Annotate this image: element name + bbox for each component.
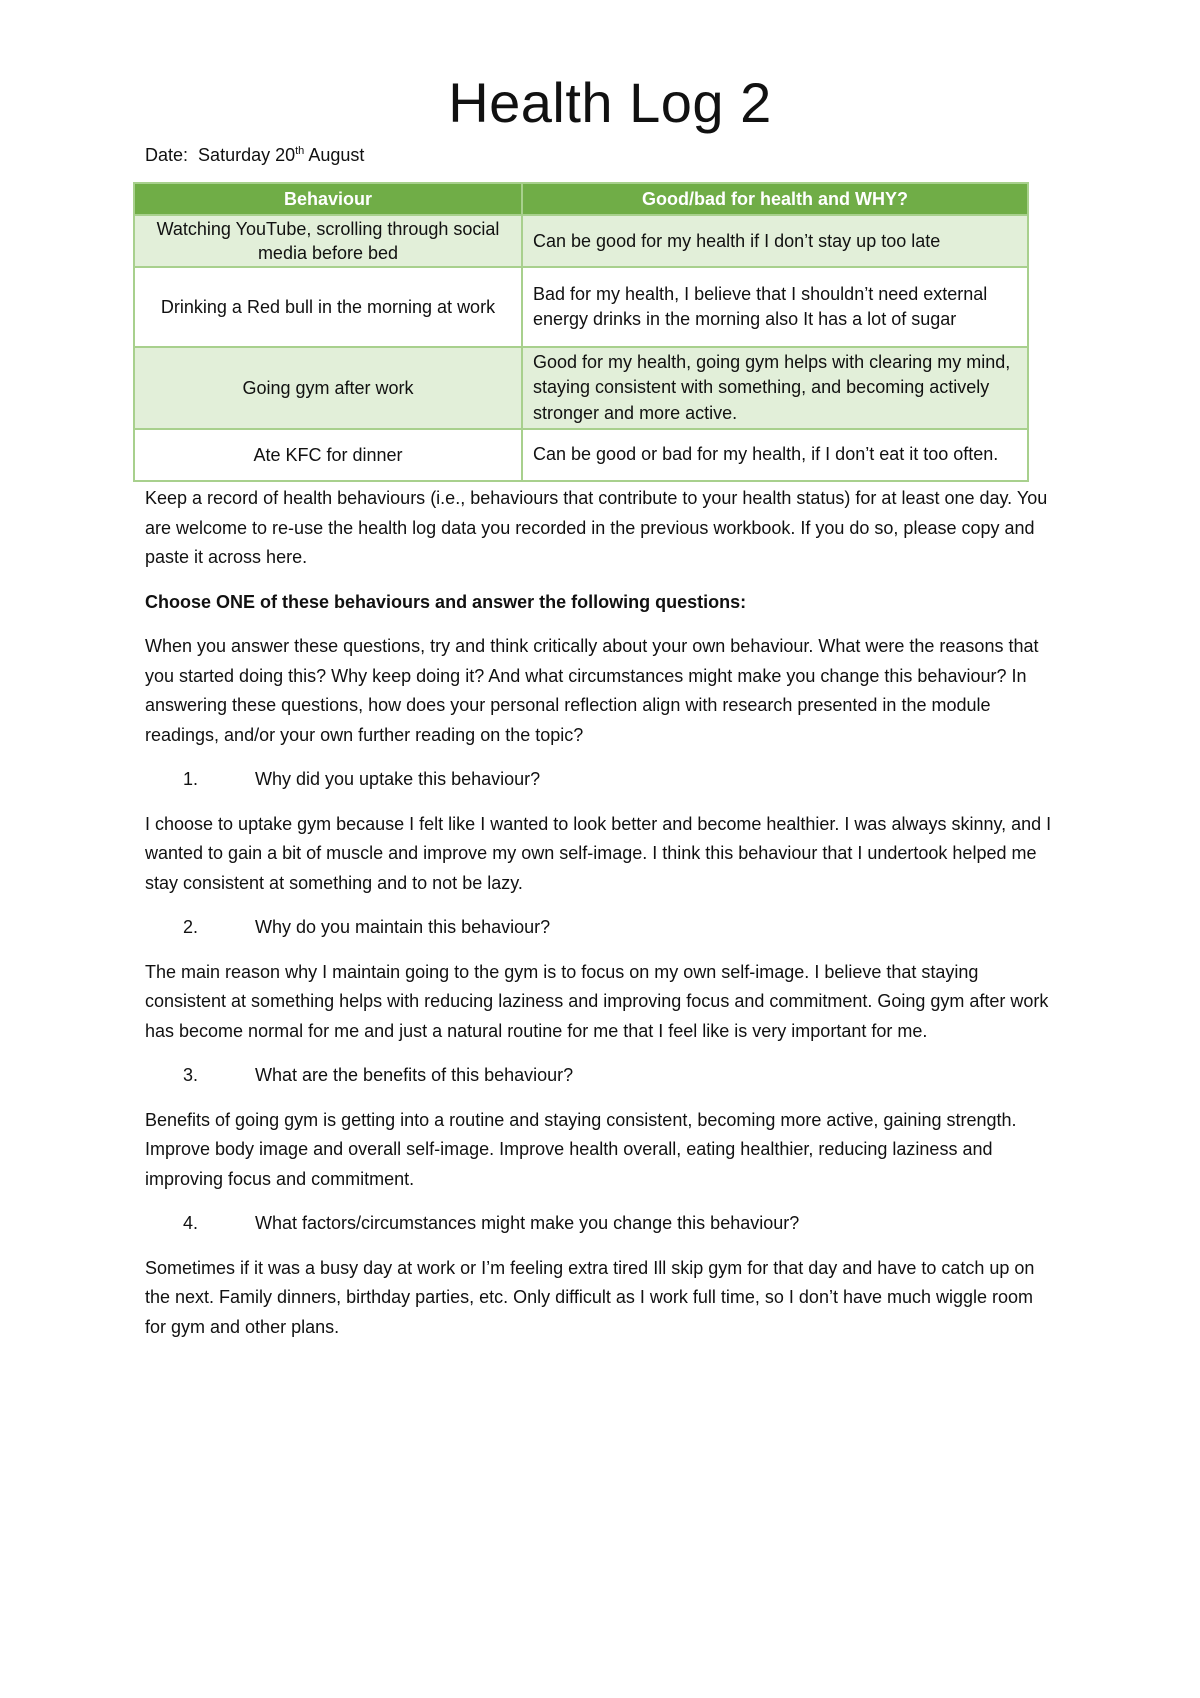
question-number: 2. xyxy=(183,917,199,937)
question-text: What are the benefits of this behaviour? xyxy=(255,1065,574,1085)
answer-4: Sometimes if it was a busy day at work or I’m feeling extra tired Ill skip gym for that day and have to catch up on the next. Family dinners, birthday parties, etc. Only difficult as I work full time, so I don’t have much wiggle room for gym and other plans. xyxy=(145,1257,1035,1337)
behaviour-cell: Drinking a Red bull in the morning at work xyxy=(134,267,522,347)
guidance-paragraph: When you answer these questions, try and think critically about your own behaviour. What were the reasons that you started doing this? Why keep doing it? And what circumstances might make you change this behaviour? In answering these questions, how does your personal reflection align with research presented in the module readings, and/or your own further reading on the topic? xyxy=(145,636,1039,745)
table-row xyxy=(134,267,1028,347)
question-text: Why do you maintain this behaviour? xyxy=(255,917,551,937)
table-row xyxy=(134,429,1028,481)
answer-3: Benefits of going gym is getting into a routine and staying consistent, becoming more active, gaining strength. Improve body image and overall self-image. Improve health overall, eating healthier, reducing laziness and improving focus and commitment. xyxy=(145,1109,1017,1189)
assessment-cell: Can be good for my health if I don’t stay up too late xyxy=(522,215,1028,267)
date-value: Saturday 20 xyxy=(198,145,296,165)
question-text: What factors/circumstances might make you change this behaviour? xyxy=(255,1213,800,1233)
header-behaviour: Behaviour xyxy=(134,183,522,215)
question-3 xyxy=(145,1061,1055,1091)
question-2 xyxy=(145,913,1055,943)
table-header-row xyxy=(134,183,1028,215)
question-4 xyxy=(145,1209,1055,1239)
question-number: 3. xyxy=(183,1065,199,1085)
behaviour-cell: Ate KFC for dinner xyxy=(134,429,522,481)
date-suffix: th xyxy=(295,145,305,157)
header-assessment: Good/bad for health and WHY? xyxy=(522,183,1028,215)
assessment-cell: Can be good or bad for my health, if I don’t eat it too often. xyxy=(522,429,1028,481)
date-month: August xyxy=(308,145,365,165)
table-row xyxy=(134,215,1028,267)
intro-paragraph: Keep a record of health behaviours (i.e., behaviours that contribute to your health status) for at least one day. You are welcome to re-use the health log data you recorded in the previous workbook. If you do so, please copy and paste it across here. xyxy=(145,488,1048,567)
date-label: Date: xyxy=(145,145,189,165)
instruction-paragraph: Choose ONE of these behaviours and answer the following questions: xyxy=(145,591,747,612)
behaviour-cell: Going gym after work xyxy=(134,347,522,429)
table-row xyxy=(134,347,1028,429)
behaviour-cell: Watching YouTube, scrolling through social media before bed xyxy=(134,215,522,267)
question-number: 1. xyxy=(183,769,199,789)
question-number: 4. xyxy=(183,1213,199,1233)
date-line xyxy=(145,145,1055,166)
answer-1: I choose to uptake gym because I felt like I wanted to look better and become healthier. I was always skinny, and I wanted to gain a bit of muscle and improve my own self-image. I think this behaviour that I undertook helped me stay consistent at something and to not be lazy. xyxy=(145,813,1052,893)
question-1 xyxy=(145,765,1055,795)
assessment-cell: Good for my health, going gym helps with clearing my mind, staying consistent with something, and becoming actively stronger and more active. xyxy=(522,347,1028,429)
question-text: Why did you uptake this behaviour? xyxy=(255,769,541,789)
page-title: Health Log 2 xyxy=(448,71,772,134)
health-log-table xyxy=(133,182,1029,482)
assessment-cell: Bad for my health, I believe that I shouldn’t need external energy drinks in the morning also It has a lot of sugar xyxy=(522,267,1028,347)
answer-2: The main reason why I maintain going to the gym is to focus on my own self-image. I believe that staying consistent at something helps with reducing laziness and improving focus and commitment. Going gym after work has become normal for me and just a natural routine for me that I feel like is very important for me. xyxy=(145,961,1049,1041)
